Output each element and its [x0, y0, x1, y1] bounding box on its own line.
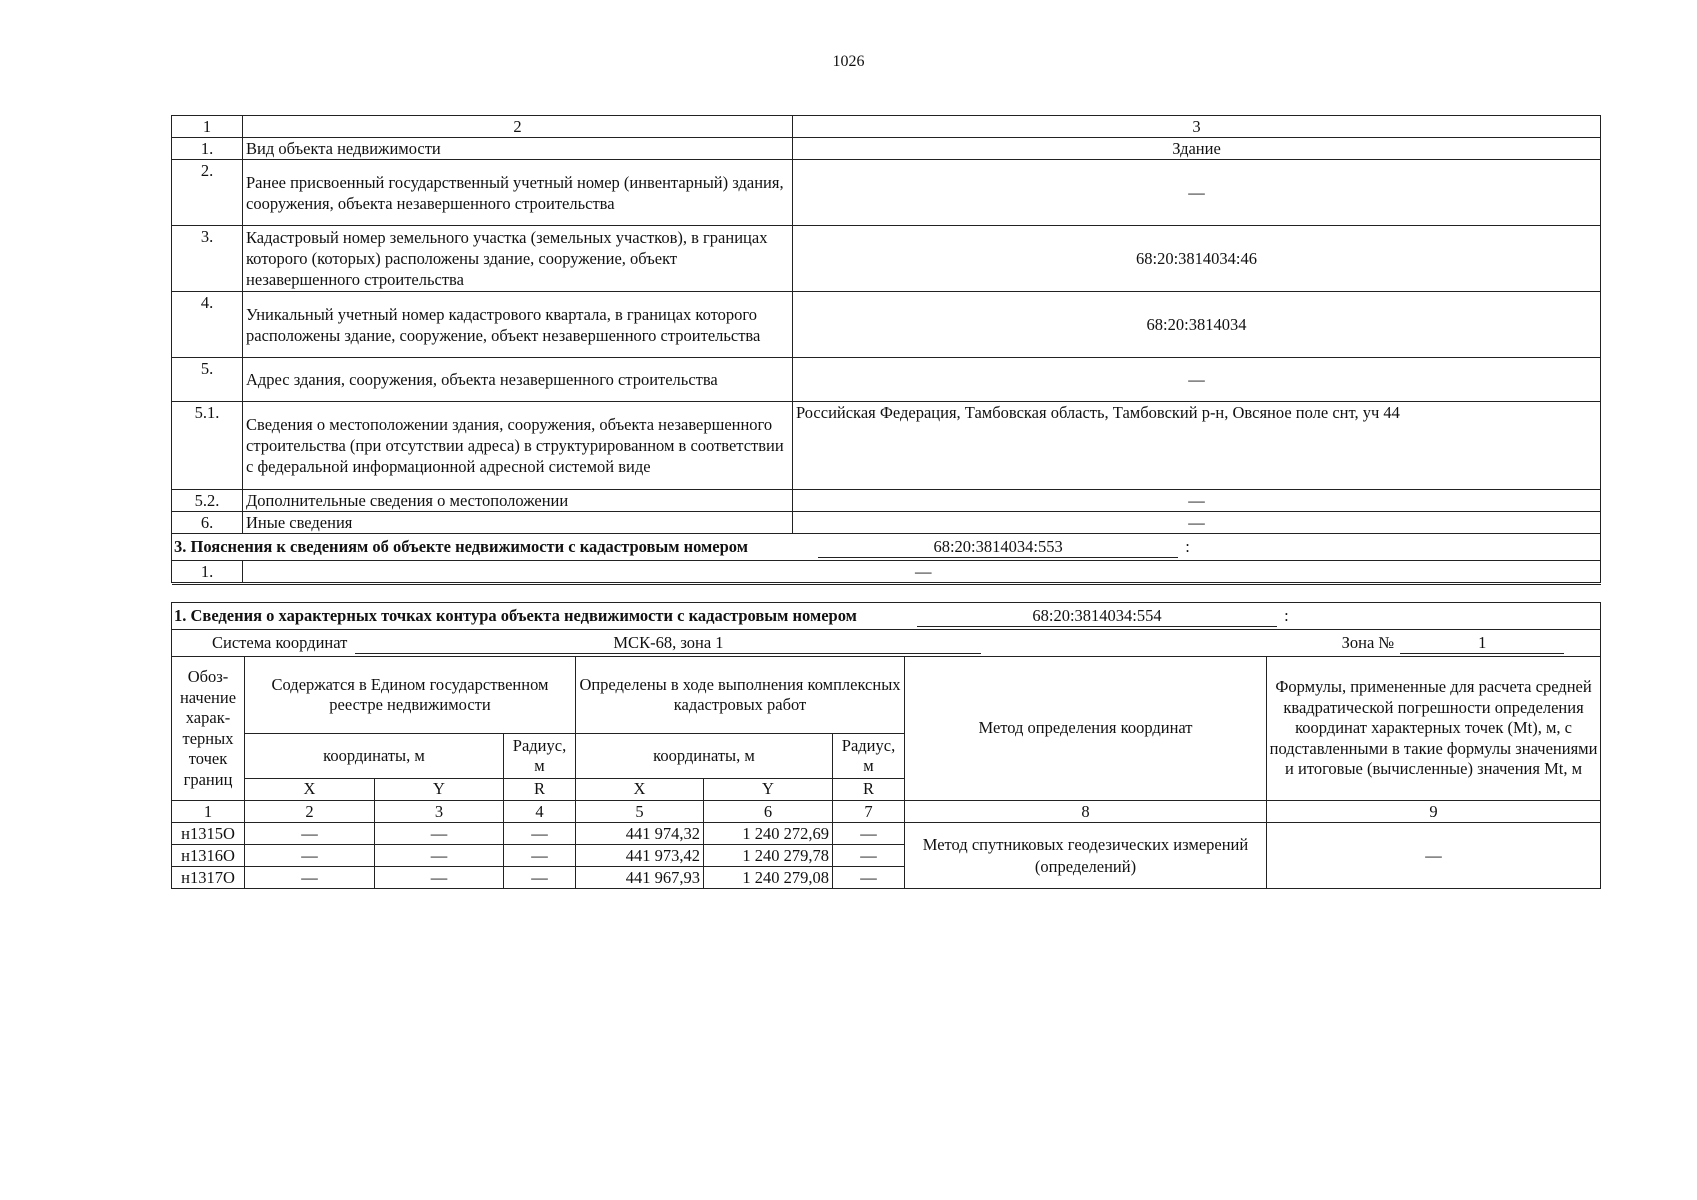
point-egrn-y: — — [375, 845, 504, 867]
row-number: 6. — [172, 512, 243, 534]
header-egrn-coords: координаты, м — [245, 734, 504, 779]
point-egrn-x: — — [245, 845, 375, 867]
col-number: 9 — [1267, 801, 1601, 823]
row-label: Уникальный учетный номер кадастрового квартала, в границах которого расположены здание, сооружение, объект незавершенного строительства — [243, 292, 793, 358]
header-method: Метод определения координат — [905, 657, 1267, 801]
point-egrn-x: — — [245, 867, 375, 889]
object-table-header-row — [172, 116, 1601, 138]
characteristic-points-table — [171, 602, 1601, 889]
header-egrn: Содержатся в Едином государственном реестре недвижимости — [245, 657, 576, 734]
row-number: 1. — [172, 561, 243, 583]
col-number: 1 — [172, 801, 245, 823]
row-number: 3. — [172, 226, 243, 292]
row-value: 68:20:3814034:46 — [793, 226, 1601, 292]
section3-title: 3. Пояснения к сведениям об объекте недвижимости с кадастровым номером — [174, 537, 748, 556]
row-label: Сведения о местоположении здания, сооружения, объекта незавершенного строительства (при отсутствии адреса) в структурированном в соответствии с федеральной информационной адресной системой виде — [243, 402, 793, 490]
point-egrn-r: — — [504, 867, 576, 889]
table-row — [172, 823, 1601, 845]
section3-cadastral-number: 68:20:3814034:553 — [818, 537, 1178, 558]
row-value: — — [793, 490, 1601, 512]
header-kkr-r: R — [833, 779, 905, 801]
col-number: 8 — [905, 801, 1267, 823]
method-value: Метод спутниковых геодезических измерений (определений) — [905, 823, 1267, 889]
point-id: н1316О — [172, 845, 245, 867]
header-col-2: 2 — [243, 116, 793, 138]
row-number: 5.1. — [172, 402, 243, 490]
point-r: — — [833, 823, 905, 845]
zone-label: Зона № — [1341, 633, 1395, 652]
row-label: Ранее присвоенный государственный учетный номер (инвентарный) здания, сооружения, объекта незавершенного строительства — [243, 160, 793, 226]
points-title: 1. Сведения о характерных точках контура объекта недвижимости с кадастровым номером — [174, 606, 857, 625]
coord-system-label: Система координат — [212, 633, 348, 652]
row-value: — — [793, 160, 1601, 226]
table-row — [172, 292, 1601, 358]
row-number: 1. — [172, 138, 243, 160]
points-colon: : — [1284, 606, 1289, 625]
formulas-value: — — [1267, 823, 1601, 889]
zone-value: 1 — [1400, 633, 1564, 654]
row-label: Иные сведения — [243, 512, 793, 534]
row-number: 2. — [172, 160, 243, 226]
header-col-1: 1 — [172, 116, 243, 138]
header-egrn-r: R — [504, 779, 576, 801]
coord-system-cell — [172, 630, 1601, 657]
point-y: 1 240 279,08 — [704, 867, 833, 889]
table-row — [172, 226, 1601, 292]
col-number: 5 — [576, 801, 704, 823]
col-number: 4 — [504, 801, 576, 823]
header-kkr-y: Y — [704, 779, 833, 801]
row-value: Российская Федерация, Тамбовская область, Тамбовский р-н, Овсяное поле снт, уч 44 — [793, 402, 1601, 490]
header-kkr: Определены в ходе выполнения комплексных кадастровых работ — [576, 657, 905, 734]
header-kkr-x: X — [576, 779, 704, 801]
points-cadastral-number: 68:20:3814034:554 — [917, 606, 1277, 627]
point-y: 1 240 279,78 — [704, 845, 833, 867]
points-title-cell — [172, 603, 1601, 630]
table-row — [172, 561, 1601, 583]
section3-header-row — [172, 534, 1601, 561]
point-id: н1315О — [172, 823, 245, 845]
point-egrn-y: — — [375, 823, 504, 845]
col-number: 6 — [704, 801, 833, 823]
col-number: 2 — [245, 801, 375, 823]
page-number: 1026 — [832, 53, 865, 70]
point-egrn-r: — — [504, 845, 576, 867]
column-number-row — [172, 801, 1601, 823]
row-number: 5. — [172, 358, 243, 402]
point-r: — — [833, 867, 905, 889]
table-row — [172, 402, 1601, 490]
coord-system-row — [172, 630, 1601, 657]
row-value: Здание — [793, 138, 1601, 160]
divider-cell — [172, 583, 1601, 585]
point-x: 441 974,32 — [576, 823, 704, 845]
header-kkr-radius: Радиус, м — [833, 734, 905, 779]
header-kkr-coords: координаты, м — [576, 734, 833, 779]
table-row — [172, 512, 1601, 534]
row-label: Вид объекта недвижимости — [243, 138, 793, 160]
row-label: Кадастровый номер земельного участка (земельных участков), в границах которого (которых) расположены здание, сооружение, объект незавершенного строительства — [243, 226, 793, 292]
col-number: 3 — [375, 801, 504, 823]
header-col-3: 3 — [793, 116, 1601, 138]
row-value: 68:20:3814034 — [793, 292, 1601, 358]
point-r: — — [833, 845, 905, 867]
header-formulas: Формулы, примененные для расчета средней квадратической погрешности определения координат характерных точек (Mt), м, с подставленными в такие формулы значениями и итоговые (вычисленные) значения Mt, м — [1267, 657, 1601, 801]
row-number: 4. — [172, 292, 243, 358]
points-title-row — [172, 603, 1601, 630]
points-header-row — [172, 657, 1601, 734]
row-number: 5.2. — [172, 490, 243, 512]
header-egrn-y: Y — [375, 779, 504, 801]
row-label: Дополнительные сведения о местоположении — [243, 490, 793, 512]
row-value: — — [243, 561, 1601, 583]
point-y: 1 240 272,69 — [704, 823, 833, 845]
section3-header — [172, 534, 1601, 561]
row-value: — — [793, 512, 1601, 534]
section-divider — [172, 583, 1601, 585]
table-row — [172, 490, 1601, 512]
table-row — [172, 358, 1601, 402]
table-row — [172, 160, 1601, 226]
header-egrn-x: X — [245, 779, 375, 801]
row-value: — — [793, 358, 1601, 402]
coord-system-value: МСК-68, зона 1 — [355, 633, 981, 654]
row-label: Адрес здания, сооружения, объекта незавершенного строительства — [243, 358, 793, 402]
point-egrn-x: — — [245, 823, 375, 845]
point-x: 441 967,93 — [576, 867, 704, 889]
point-id: н1317О — [172, 867, 245, 889]
header-designation: Обоз-начение харак-терных точек границ — [172, 657, 245, 801]
col-number: 7 — [833, 801, 905, 823]
header-egrn-radius: Радиус, м — [504, 734, 576, 779]
point-egrn-y: — — [375, 867, 504, 889]
table-row — [172, 138, 1601, 160]
point-x: 441 973,42 — [576, 845, 704, 867]
object-info-table — [171, 115, 1601, 585]
section3-colon: : — [1185, 537, 1190, 556]
point-egrn-r: — — [504, 823, 576, 845]
